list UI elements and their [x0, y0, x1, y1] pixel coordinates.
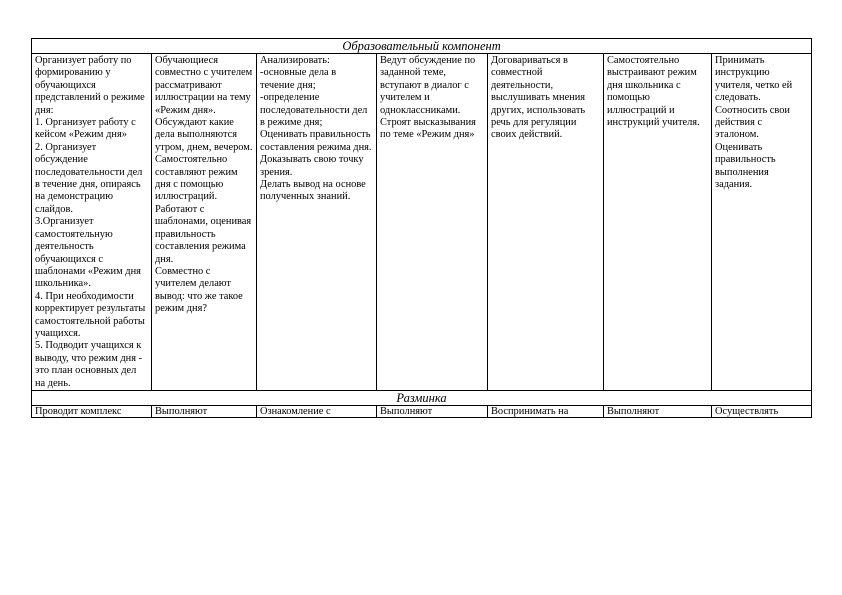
warmup-cell-1: [32, 405, 152, 417]
warmup-cell-5: [488, 405, 604, 417]
warmup-text-2: Выполняют: [155, 405, 208, 417]
lesson-plan-sheet: [31, 38, 811, 418]
communicative-actions-text: Договариваться в совместной деятельности, выслушивать мнения других, использовать речь для регуляции своих действий.: [491, 55, 586, 141]
regulatory-activity-text: Самостоятельно выстраивают режим дня школьника с помощью иллюстраций и инструкций учителя.: [607, 55, 700, 129]
regulatory-actions-cell: [712, 54, 812, 391]
warmup-cell-6: [604, 405, 712, 417]
warmup-text-5: Воспринимать на: [491, 405, 569, 417]
subsection-header-row: [32, 390, 812, 405]
subsection-header-cell: [32, 390, 812, 405]
warmup-text-1: Проводит комплекс: [35, 405, 122, 417]
main-content-row: [32, 54, 812, 391]
cognitive-actions-text: Анализировать: -основные дела в течение дня; -определение последовательности дел в режиме дня; Оценивать правильность составления режима дня. Доказывать свою точку зрения. Делать вывод на основе полученных знаний.: [260, 55, 372, 203]
section-header-row: [32, 39, 812, 54]
teacher-activity-cell: [32, 54, 152, 391]
section-header-cell: [32, 39, 812, 54]
cognitive-actions-cell: [257, 54, 377, 391]
warmup-row: [32, 405, 812, 417]
warmup-cell-7: [712, 405, 812, 417]
warmup-cell-3: [257, 405, 377, 417]
warmup-cell-4: [377, 405, 488, 417]
subsection-header-text: Разминка: [396, 390, 447, 405]
section-header-text: Образовательный компонент: [342, 39, 501, 53]
student-activity-text: Обучающиеся совместно с учителем рассматривают иллюстрации на тему «Режим дня». Обсуждают какие дела выполняются утром, днем, вечером. Самостоятельно составляют режим дня с помощью иллюстраций. Работают с шаблонами, оценивая правильность составления режима дня. Совместно с учителем делают вывод: что же такое режим дня?: [155, 55, 253, 315]
communicative-dialog-cell: [377, 54, 488, 391]
warmup-text-3: Ознакомление с: [260, 405, 331, 417]
student-activity-cell: [152, 54, 257, 391]
teacher-activity-text: Организует работу по формированию у обучающихся представлений о режиме дня: 1. Организует работу с кейсом «Режим дня» 2. Организует обсуждение последовательности дел в течение дня, опираясь на демонстрацию слайдов. 3.Организует самостоятельную деятельность обучающихся с шаблонами «Режим дня школьника». 4. При необходимости корректирует результаты самостоятельной работы учащихся. 5. Подводит учащихся к выводу, что режим дня - это план основных дел на день.: [35, 55, 146, 389]
communicative-actions-cell: [488, 54, 604, 391]
warmup-text-6: Выполняют: [607, 405, 660, 417]
communicative-dialog-text: Ведут обсуждение по заданной теме, вступают в диалог с учителем и одноклассниками. Строят высказывания по теме «Режим дня»: [380, 55, 476, 141]
regulatory-actions-text: Принимать инструкцию учителя, четко ей следовать. Соотносить свои действия с эталоном. Оценивать правильность выполнения задания.: [715, 55, 793, 191]
regulatory-activity-cell: [604, 54, 712, 391]
lesson-plan-table: [31, 38, 812, 418]
warmup-cell-2: [152, 405, 257, 417]
warmup-text-4: Выполняют: [380, 405, 433, 417]
warmup-text-7: Осуществлять: [715, 405, 779, 417]
